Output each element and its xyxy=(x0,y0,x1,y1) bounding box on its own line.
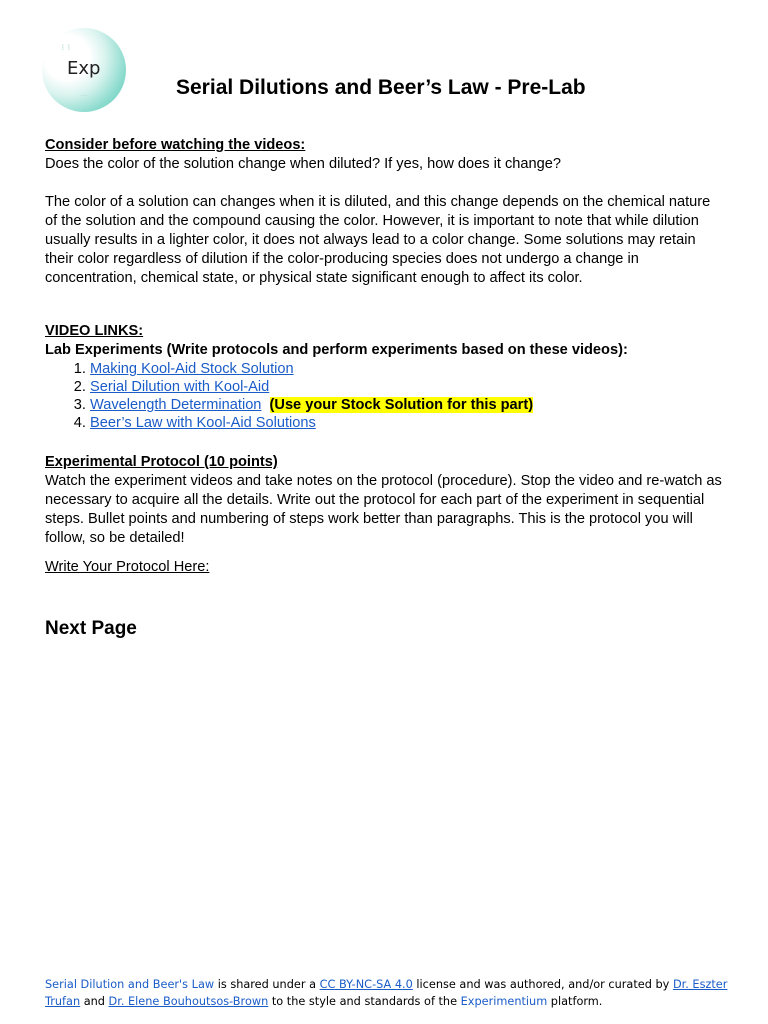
author-link-bouhoutsos-brown[interactable]: Dr. Elene Bouhoutsos-Brown xyxy=(108,995,269,1008)
footer-text: is shared under a xyxy=(214,978,320,991)
list-item xyxy=(90,414,725,432)
video-link-beers-law[interactable]: Beer’s Law with Kool-Aid Solutions xyxy=(90,415,316,431)
footer-text: and xyxy=(80,995,109,1008)
video-link-serial-dilution[interactable]: Serial Dilution with Kool-Aid xyxy=(90,379,270,395)
video-links-heading: VIDEO LINKS: xyxy=(45,323,144,339)
experimentium-logo xyxy=(42,28,126,112)
consider-heading: Consider before watching the videos: xyxy=(45,137,306,153)
protocol-heading: Experimental Protocol (10 points) xyxy=(45,454,278,470)
list-item xyxy=(90,396,725,414)
consider-answer: The color of a solution can changes when it is diluted, and this change depends on the chemical nature of the solution and the compound causing the color. However, it is important to note that while dilution usually results in a lighter color, it does not always lead to a color change. Some solutions may retain their color regardless of dilution if the color-producing species does not undergo a change in concentration, chemical state, or physical state significant enough to affect its color. xyxy=(45,194,711,286)
page-title: Serial Dilutions and Beer’s Law - Pre-Lab xyxy=(176,76,586,99)
license-footer xyxy=(45,976,730,1010)
consider-question: Does the color of the solution change when diluted? If yes, how does it change? xyxy=(45,156,561,172)
license-link[interactable]: CC BY-NC-SA 4.0 xyxy=(319,978,413,991)
footer-text: platform. xyxy=(547,995,603,1008)
video-link-wavelength[interactable]: Wavelength Determination xyxy=(90,397,262,413)
footer-text: license and was authored, and/or curated by xyxy=(412,978,673,991)
list-item xyxy=(90,360,725,378)
work-title-link[interactable]: Serial Dilution and Beer's Law xyxy=(45,978,215,991)
protocol-body: Watch the experiment videos and take notes on the protocol (procedure). Stop the video and re-watch as necessary to acquire all the details. Write out the protocol for each part of the experiment in sequential steps. Bullet points and numbering of steps work better than paragraphs. This is the protocol you will follow, so be detailed! xyxy=(45,473,722,546)
list-item xyxy=(90,378,725,396)
footer-text: to the style and standards of the xyxy=(268,995,461,1008)
document-body xyxy=(45,136,725,638)
logo-dots-icon: ⋮⋮ xyxy=(60,44,72,51)
highlight-note: (Use your Stock Solution for this part) xyxy=(269,397,534,413)
next-page-heading: Next Page xyxy=(45,618,137,639)
logo-text: Exp xyxy=(67,58,101,79)
platform-link[interactable]: Experimentium xyxy=(460,995,548,1008)
video-links-list xyxy=(45,360,725,432)
video-link-stock-solution[interactable]: Making Kool-Aid Stock Solution xyxy=(90,361,294,377)
logo-fine-print: ······· xyxy=(80,93,88,97)
write-protocol-label: Write Your Protocol Here: xyxy=(45,559,210,575)
author-link-trufan[interactable]: Dr. Eszter Trufan xyxy=(45,978,728,1008)
video-links-subheading: Lab Experiments (Write protocols and perform experiments based on these videos): xyxy=(45,342,628,358)
